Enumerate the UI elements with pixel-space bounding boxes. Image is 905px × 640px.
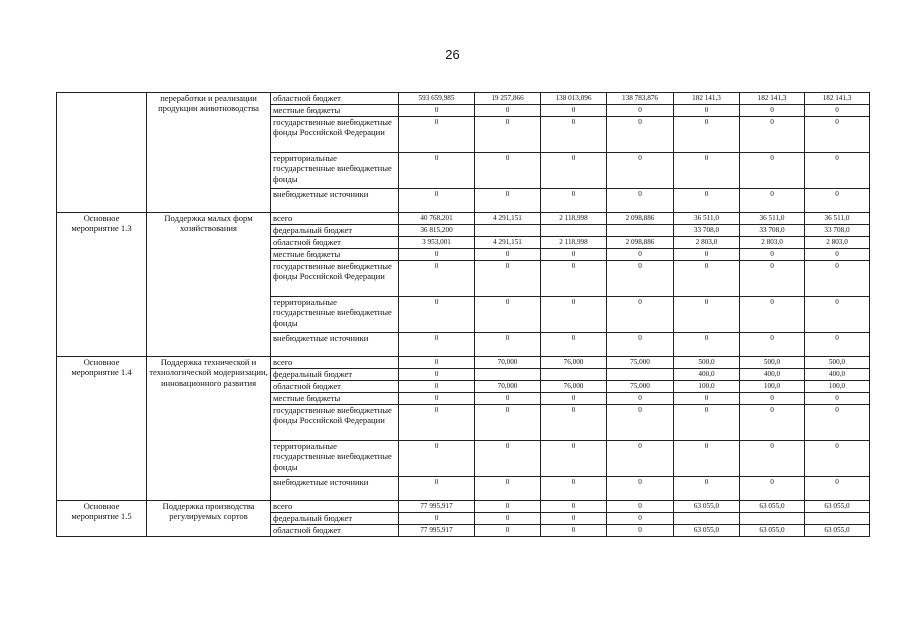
budget-table bbox=[56, 92, 870, 537]
amount-cell: 0 bbox=[475, 105, 541, 117]
amount-cell: 76,000 bbox=[541, 381, 607, 393]
amount-cell: 400,0 bbox=[740, 369, 805, 381]
amount-cell: 0 bbox=[399, 393, 475, 405]
amount-cell: 138 783,876 bbox=[607, 93, 674, 105]
amount-cell: 0 bbox=[607, 393, 674, 405]
amount-cell: 4 291,151 bbox=[475, 213, 541, 225]
amount-cell: 0 bbox=[399, 249, 475, 261]
amount-cell: 3 953,001 bbox=[399, 237, 475, 249]
amount-cell: 500,0 bbox=[740, 357, 805, 369]
amount-cell: 0 bbox=[740, 249, 805, 261]
amount-cell: 182 141,3 bbox=[805, 93, 870, 105]
amount-cell: 33 708,0 bbox=[740, 225, 805, 237]
amount-cell: 0 bbox=[541, 117, 607, 153]
amount-cell: 0 bbox=[475, 117, 541, 153]
amount-cell: 0 bbox=[607, 333, 674, 357]
amount-cell: 0 bbox=[399, 297, 475, 333]
amount-cell: 0 bbox=[674, 477, 740, 501]
amount-cell: 0 bbox=[475, 405, 541, 441]
amount-cell: 0 bbox=[541, 297, 607, 333]
amount-cell: 0 bbox=[475, 261, 541, 297]
amount-cell: 0 bbox=[805, 261, 870, 297]
amount-cell: 0 bbox=[674, 117, 740, 153]
amount-cell: 0 bbox=[399, 405, 475, 441]
amount-cell: 77 995,917 bbox=[399, 525, 475, 537]
amount-cell bbox=[541, 369, 607, 381]
amount-cell bbox=[475, 225, 541, 237]
event-cell bbox=[57, 93, 147, 213]
funding-source-cell: федеральный бюджет bbox=[271, 369, 399, 381]
program-name-cell: переработки и реализации продукции животноводства bbox=[147, 93, 271, 213]
amount-cell: 0 bbox=[805, 393, 870, 405]
amount-cell: 0 bbox=[805, 117, 870, 153]
amount-cell: 33 708,0 bbox=[805, 225, 870, 237]
amount-cell: 0 bbox=[399, 333, 475, 357]
amount-cell: 75,000 bbox=[607, 381, 674, 393]
amount-cell: 40 768,201 bbox=[399, 213, 475, 225]
funding-source-cell: территориальные государственные внебюджетные фонды bbox=[271, 441, 399, 477]
amount-cell: 400,0 bbox=[805, 369, 870, 381]
amount-cell: 0 bbox=[674, 297, 740, 333]
amount-cell: 0 bbox=[740, 441, 805, 477]
amount-cell: 0 bbox=[475, 153, 541, 189]
amount-cell: 63 055,0 bbox=[674, 525, 740, 537]
amount-cell: 0 bbox=[607, 261, 674, 297]
amount-cell: 76,000 bbox=[541, 357, 607, 369]
amount-cell: 0 bbox=[740, 297, 805, 333]
amount-cell: 0 bbox=[607, 249, 674, 261]
amount-cell bbox=[805, 513, 870, 525]
program-name-cell: Поддержка производства регулируемых сортов bbox=[147, 501, 271, 537]
amount-cell: 0 bbox=[607, 513, 674, 525]
amount-cell: 0 bbox=[475, 477, 541, 501]
amount-cell: 0 bbox=[475, 393, 541, 405]
amount-cell: 4 291,151 bbox=[475, 237, 541, 249]
amount-cell: 70,000 bbox=[475, 381, 541, 393]
amount-cell: 0 bbox=[740, 261, 805, 297]
amount-cell: 0 bbox=[399, 441, 475, 477]
amount-cell: 0 bbox=[674, 405, 740, 441]
amount-cell: 77 995,917 bbox=[399, 501, 475, 513]
table-row bbox=[57, 213, 870, 225]
amount-cell: 0 bbox=[740, 405, 805, 441]
amount-cell: 182 141,3 bbox=[740, 93, 805, 105]
amount-cell: 0 bbox=[475, 249, 541, 261]
amount-cell: 2 098,886 bbox=[607, 237, 674, 249]
amount-cell bbox=[541, 225, 607, 237]
amount-cell: 0 bbox=[541, 441, 607, 477]
amount-cell: 500,0 bbox=[805, 357, 870, 369]
amount-cell: 0 bbox=[805, 105, 870, 117]
amount-cell: 0 bbox=[475, 297, 541, 333]
amount-cell: 593 659,985 bbox=[399, 93, 475, 105]
amount-cell: 36 511,0 bbox=[740, 213, 805, 225]
amount-cell: 0 bbox=[674, 441, 740, 477]
amount-cell: 0 bbox=[475, 513, 541, 525]
amount-cell: 0 bbox=[607, 297, 674, 333]
amount-cell: 2 803,0 bbox=[805, 237, 870, 249]
amount-cell: 0 bbox=[674, 105, 740, 117]
amount-cell: 0 bbox=[805, 333, 870, 357]
funding-source-cell: федеральный бюджет bbox=[271, 225, 399, 237]
amount-cell: 500,0 bbox=[674, 357, 740, 369]
funding-source-cell: областной бюджет bbox=[271, 525, 399, 537]
program-name-cell: Поддержка малых форм хозяйствования bbox=[147, 213, 271, 357]
amount-cell: 0 bbox=[674, 189, 740, 213]
amount-cell: 138 013,096 bbox=[541, 93, 607, 105]
funding-source-cell: областной бюджет bbox=[271, 237, 399, 249]
amount-cell: 0 bbox=[399, 357, 475, 369]
amount-cell: 0 bbox=[674, 153, 740, 189]
amount-cell: 0 bbox=[607, 525, 674, 537]
amount-cell: 0 bbox=[399, 261, 475, 297]
amount-cell: 0 bbox=[475, 441, 541, 477]
amount-cell: 0 bbox=[475, 525, 541, 537]
funding-source-cell: государственные внебюджетные фонды Российской Федерации bbox=[271, 405, 399, 441]
event-cell: Основное мероприятие 1.5 bbox=[57, 501, 147, 537]
amount-cell: 63 055,0 bbox=[805, 501, 870, 513]
amount-cell: 400,0 bbox=[674, 369, 740, 381]
amount-cell: 63 055,0 bbox=[740, 501, 805, 513]
amount-cell: 36 511,0 bbox=[674, 213, 740, 225]
amount-cell: 2 803,0 bbox=[674, 237, 740, 249]
amount-cell: 0 bbox=[607, 477, 674, 501]
amount-cell: 0 bbox=[805, 405, 870, 441]
amount-cell: 0 bbox=[607, 441, 674, 477]
amount-cell bbox=[607, 369, 674, 381]
amount-cell: 0 bbox=[740, 105, 805, 117]
table-row bbox=[57, 357, 870, 369]
amount-cell: 100,0 bbox=[674, 381, 740, 393]
amount-cell: 0 bbox=[674, 261, 740, 297]
funding-source-cell: местные бюджеты bbox=[271, 249, 399, 261]
amount-cell: 0 bbox=[475, 333, 541, 357]
amount-cell: 36 815,200 bbox=[399, 225, 475, 237]
amount-cell: 19 257,866 bbox=[475, 93, 541, 105]
funding-source-cell: федеральный бюджет bbox=[271, 513, 399, 525]
amount-cell: 0 bbox=[805, 189, 870, 213]
amount-cell bbox=[475, 369, 541, 381]
event-cell: Основное мероприятие 1.3 bbox=[57, 213, 147, 357]
amount-cell: 0 bbox=[674, 393, 740, 405]
funding-source-cell: государственные внебюджетные фонды Российской Федерации bbox=[271, 117, 399, 153]
budget-table-body bbox=[57, 93, 870, 537]
amount-cell: 0 bbox=[607, 501, 674, 513]
amount-cell: 70,000 bbox=[475, 357, 541, 369]
amount-cell: 0 bbox=[541, 153, 607, 189]
amount-cell: 0 bbox=[475, 189, 541, 213]
amount-cell: 0 bbox=[541, 525, 607, 537]
amount-cell: 63 055,0 bbox=[740, 525, 805, 537]
amount-cell: 0 bbox=[805, 441, 870, 477]
amount-cell bbox=[674, 513, 740, 525]
amount-cell: 75,000 bbox=[607, 357, 674, 369]
amount-cell: 0 bbox=[805, 153, 870, 189]
amount-cell: 0 bbox=[740, 333, 805, 357]
amount-cell: 0 bbox=[399, 381, 475, 393]
amount-cell: 0 bbox=[541, 333, 607, 357]
amount-cell: 0 bbox=[607, 189, 674, 213]
amount-cell: 2 803,0 bbox=[740, 237, 805, 249]
amount-cell bbox=[607, 225, 674, 237]
amount-cell: 2 118,998 bbox=[541, 237, 607, 249]
funding-source-cell: областной бюджет bbox=[271, 93, 399, 105]
amount-cell: 63 055,0 bbox=[805, 525, 870, 537]
table-row bbox=[57, 501, 870, 513]
amount-cell: 100,0 bbox=[805, 381, 870, 393]
amount-cell: 0 bbox=[541, 393, 607, 405]
funding-source-cell: местные бюджеты bbox=[271, 105, 399, 117]
amount-cell: 63 055,0 bbox=[674, 501, 740, 513]
amount-cell: 0 bbox=[541, 261, 607, 297]
amount-cell: 0 bbox=[740, 117, 805, 153]
funding-source-cell: областной бюджет bbox=[271, 381, 399, 393]
funding-source-cell: внебюджетные источники bbox=[271, 189, 399, 213]
amount-cell: 0 bbox=[399, 369, 475, 381]
amount-cell: 0 bbox=[740, 477, 805, 501]
funding-source-cell: внебюджетные источники bbox=[271, 333, 399, 357]
amount-cell: 0 bbox=[740, 153, 805, 189]
amount-cell: 0 bbox=[607, 105, 674, 117]
event-cell: Основное мероприятие 1.4 bbox=[57, 357, 147, 501]
amount-cell: 182 141,3 bbox=[674, 93, 740, 105]
amount-cell: 0 bbox=[805, 477, 870, 501]
table-row bbox=[57, 93, 870, 105]
amount-cell: 0 bbox=[399, 153, 475, 189]
amount-cell: 0 bbox=[740, 393, 805, 405]
amount-cell: 0 bbox=[399, 117, 475, 153]
amount-cell: 0 bbox=[607, 153, 674, 189]
amount-cell: 100,0 bbox=[740, 381, 805, 393]
amount-cell: 0 bbox=[805, 249, 870, 261]
amount-cell: 0 bbox=[541, 501, 607, 513]
amount-cell: 0 bbox=[399, 477, 475, 501]
page-number: 26 bbox=[445, 47, 460, 62]
funding-source-cell: всего bbox=[271, 213, 399, 225]
amount-cell: 36 511,0 bbox=[805, 213, 870, 225]
amount-cell: 0 bbox=[805, 297, 870, 333]
amount-cell: 0 bbox=[399, 189, 475, 213]
amount-cell bbox=[740, 513, 805, 525]
amount-cell: 0 bbox=[541, 189, 607, 213]
amount-cell: 0 bbox=[740, 189, 805, 213]
funding-source-cell: государственные внебюджетные фонды Российской Федерации bbox=[271, 261, 399, 297]
funding-source-cell: всего bbox=[271, 357, 399, 369]
funding-source-cell: территориальные государственные внебюджетные фонды bbox=[271, 297, 399, 333]
amount-cell: 0 bbox=[541, 513, 607, 525]
funding-source-cell: местные бюджеты bbox=[271, 393, 399, 405]
amount-cell: 0 bbox=[541, 405, 607, 441]
funding-source-cell: территориальные государственные внебюджетные фонды bbox=[271, 153, 399, 189]
amount-cell: 0 bbox=[541, 249, 607, 261]
amount-cell: 2 118,998 bbox=[541, 213, 607, 225]
funding-source-cell: внебюджетные источники bbox=[271, 477, 399, 501]
amount-cell: 0 bbox=[541, 105, 607, 117]
funding-source-cell: всего bbox=[271, 501, 399, 513]
amount-cell: 0 bbox=[399, 513, 475, 525]
amount-cell: 33 708,0 bbox=[674, 225, 740, 237]
amount-cell: 0 bbox=[674, 333, 740, 357]
amount-cell: 0 bbox=[475, 501, 541, 513]
amount-cell: 0 bbox=[607, 405, 674, 441]
amount-cell: 2 098,886 bbox=[607, 213, 674, 225]
amount-cell: 0 bbox=[607, 117, 674, 153]
amount-cell: 0 bbox=[674, 249, 740, 261]
program-name-cell: Поддержка технической и технологической модернизации, инновационного развития bbox=[147, 357, 271, 501]
amount-cell: 0 bbox=[541, 477, 607, 501]
amount-cell: 0 bbox=[399, 105, 475, 117]
